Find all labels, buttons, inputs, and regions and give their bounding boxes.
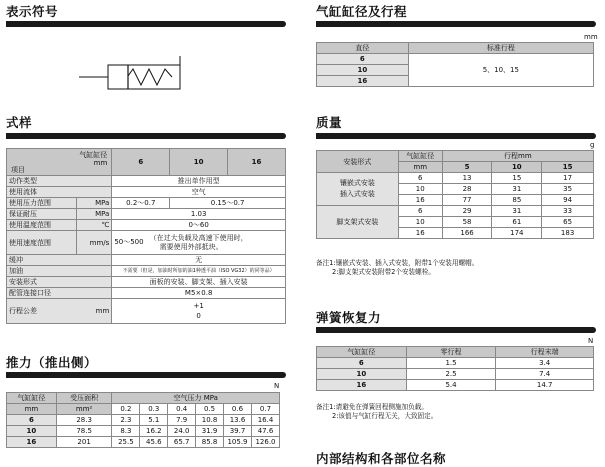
spec-table: 气缸缸径 mm 项目 6 10 16 动作类型 推出单作用型 使用流体 空气 使用压力范围 MPa 0.2～0.7 0.15～0.7 保证耐压 MPa 1.03 使用温度范围 ℃ 0～60 使用速度范围 mm/s 50～500 （在过大负载及高速下使用时， 需要使用外部抵块。 缓冲 无 加油 不需要（但是，加油时所加的油1种透平油（ISO VG32）的同等品） 安装形式 面板的安装、脚支架、插入安装 配管连接口径 M5×0.8 行程公差 mm +1 0 <box>6 148 286 324</box>
unit-label: g <box>590 141 595 149</box>
spring-note-1: 备注1:请避免在弹簧回程侧施加负载。 <box>316 403 428 411</box>
section-divider <box>316 327 596 333</box>
internal-structure-title: 内部结构和各部位名称 <box>316 451 447 466</box>
table-row: 保证耐压 MPa 1.03 <box>7 209 286 220</box>
table-row: 使用温度范围 ℃ 0～60 <box>7 220 286 231</box>
table-row: 镶嵌式安装 插入式安装 6 13 15 17 <box>317 173 594 184</box>
table-row: 安装形式 面板的安装、脚支架、插入安装 <box>7 277 286 288</box>
table-row: 配管连接口径 M5×0.8 <box>7 288 286 299</box>
section-divider <box>316 133 596 139</box>
stroke-table: 直径 标准行程 6 5、10、15 10 16 <box>316 42 594 87</box>
table-row: 6 28.3 2.3 5.1 7.9 10.8 13.6 16.4 <box>7 415 280 426</box>
table-row: 10 58 61 65 <box>317 217 594 228</box>
spec-title: 式样 <box>6 115 33 130</box>
table-row: 使用流体 空气 <box>7 187 286 198</box>
table-row: 使用速度范围 mm/s 50～500 （在过大负载及高速下使用时， 需要使用外部抵块。 <box>7 231 286 255</box>
table-row: 16 166 174 183 <box>317 228 594 239</box>
force-table: 气缸缸径 受压面积 空气压力 MPa mm mm² 0.2 0.3 0.4 0.5 0.6 0.7 6 28.3 2.3 5.1 7.9 10.8 13.6 16.4 10 78.5 8.3 16.2 24.0 31.9 39.7 47.6 16 201 25.5 45.6 65.7 85.8 105.9 126.0 <box>6 392 280 448</box>
cylinder-symbol <box>75 52 190 96</box>
mass-note-1: 备注1:镶嵌式安装、插入式安装，附带1个安装用螺帽。 <box>316 259 479 267</box>
spring-note-2: 2:该值与气缸行程无关，大致固定。 <box>332 412 438 420</box>
unit-label: N <box>588 337 594 345</box>
table-row: 加油 不需要（但是，加油时所加的油1种透平油（ISO VG32）的同等品） <box>7 266 286 277</box>
unit-label: mm <box>584 33 598 41</box>
force-title: 推力（推出侧） <box>6 355 98 370</box>
table-row: 10 <box>317 65 594 76</box>
bore-header: 10 <box>170 149 228 176</box>
spring-table: 气缸缸径 零行程 行程末端 6 1.5 3.4 10 2.5 7.4 16 5.4 14.7 <box>316 346 594 391</box>
table-row: 使用压力范围 MPa 0.2～0.7 0.15～0.7 <box>7 198 286 209</box>
table-row: 行程公差 mm +1 0 <box>7 299 286 324</box>
table-row: 6 5、10、15 <box>317 54 594 65</box>
stroke-title: 气缸缸径及行程 <box>316 4 408 19</box>
section-divider <box>6 372 286 378</box>
section-divider <box>6 21 286 27</box>
section-divider <box>6 133 286 139</box>
table-row: 缓冲 无 <box>7 255 286 266</box>
table-row: 16 77 85 94 <box>317 195 594 206</box>
table-row: 16 5.4 14.7 <box>317 380 594 391</box>
spring-title: 弹簧恢复力 <box>316 310 382 325</box>
bore-header: 6 <box>112 149 170 176</box>
section-divider <box>316 21 596 27</box>
table-row: 10 78.5 8.3 16.2 24.0 31.9 39.7 47.6 <box>7 426 280 437</box>
table-row: 6 1.5 3.4 <box>317 358 594 369</box>
bore-header: 16 <box>228 149 286 176</box>
table-row: 16 <box>317 76 594 87</box>
mass-note-2: 2:脚支架式安装附带2个安装螺栓。 <box>332 268 435 276</box>
table-row: 脚支架式安装 6 29 31 33 <box>317 206 594 217</box>
unit-label: N <box>274 382 280 390</box>
mass-title: 质量 <box>316 115 343 130</box>
mass-table: 安装形式 气缸缸径 行程mm mm 5 10 15 镶嵌式安装 插入式安装 6 13 15 17 10 28 31 35 16 77 85 94 脚支架式安装 6 29 31 33 10 58 61 65 16 166 174 183 <box>316 150 594 239</box>
table-row: 16 201 25.5 45.6 65.7 85.8 105.9 126.0 <box>7 437 280 448</box>
symbol-title: 表示符号 <box>6 4 59 19</box>
table-row: 10 2.5 7.4 <box>317 369 594 380</box>
table-row: 10 28 31 35 <box>317 184 594 195</box>
table-row: 动作类型 推出单作用型 <box>7 176 286 187</box>
